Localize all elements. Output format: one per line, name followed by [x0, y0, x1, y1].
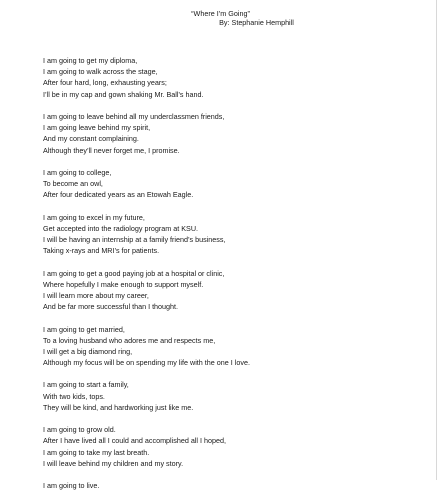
poem-line: I will be having an internship at a family friend’s business,: [43, 235, 226, 244]
poem-line: Where hopefully I make enough to support myself.: [43, 279, 204, 289]
poem-stanza: [43, 111, 423, 156]
poem-line: I am going to walk across the stage,: [43, 67, 158, 77]
poem-line: I am going to get my diploma,: [43, 56, 138, 65]
poem-line: I will leave behind my children and my story.: [43, 458, 184, 468]
poem-title: “Where I’m Going”: [191, 9, 250, 18]
poem-line: They will be kind, and hardworking just like me.: [43, 402, 194, 412]
poem-line: After four hard, long, exhausting years;: [43, 78, 167, 88]
poem-byline: By: Stephanie Hemphill: [219, 18, 294, 28]
poem-line: After I have lived all I could and accomplished all I hoped,: [43, 436, 226, 446]
poem-stanza: [43, 167, 423, 201]
poem-header: [0, 9, 437, 27]
poem-line: I am going to start a family,: [43, 380, 129, 390]
poem-stanza: [43, 55, 423, 100]
poem-stanza: [43, 324, 423, 369]
poem-body: [43, 55, 423, 503]
poem-stanza: [43, 424, 423, 469]
poem-line: I’ll be in my cap and gown shaking Mr. Ball’s hand.: [43, 89, 204, 99]
poem-line: I am going to get married,: [43, 324, 125, 334]
poem-line: I am going to excel in my future,: [43, 212, 145, 222]
poem-line: And my constant complaining.: [43, 134, 139, 144]
poem-line: I am going to get a good paying job at a hospital or clinic,: [43, 268, 225, 278]
poem-line: Although my focus will be on spending my life with the one I love.: [43, 358, 250, 368]
poem-line: Although they’ll never forget me, I promise.: [43, 145, 180, 155]
poem-line: I am going to take my last breath.: [43, 447, 150, 457]
poem-line: I will get a big diamond ring,: [43, 346, 133, 356]
poem-stanza: [43, 480, 423, 491]
poem-line: I am going to leave behind all my underclassmen friends,: [43, 111, 225, 121]
poem-line: I will learn more about my career,: [43, 290, 149, 300]
poem-stanza: [43, 379, 423, 413]
poem-line: Get accepted into the radiology program at KSU.: [43, 223, 199, 233]
poem-line: I am going to live.: [43, 481, 100, 491]
poem-line: To become an owl,: [43, 179, 103, 189]
poem-line: I am going leave behind my spirit,: [43, 123, 151, 133]
poem-line: With two kids, tops.: [43, 391, 105, 401]
poem-line: After four dedicated years as an Etowah Eagle.: [43, 190, 194, 200]
poem-line: I am going to college,: [43, 167, 112, 177]
poem-line: And be far more successful than I thought.: [43, 302, 179, 312]
poem-line: To a loving husband who adores me and respects me,: [43, 335, 216, 345]
poem-stanza: [43, 212, 423, 257]
poem-line: Taking x-rays and MRI’s for patients.: [43, 246, 160, 256]
poem-stanza: [43, 268, 423, 313]
poem-line: I am going to grow old.: [43, 425, 116, 435]
